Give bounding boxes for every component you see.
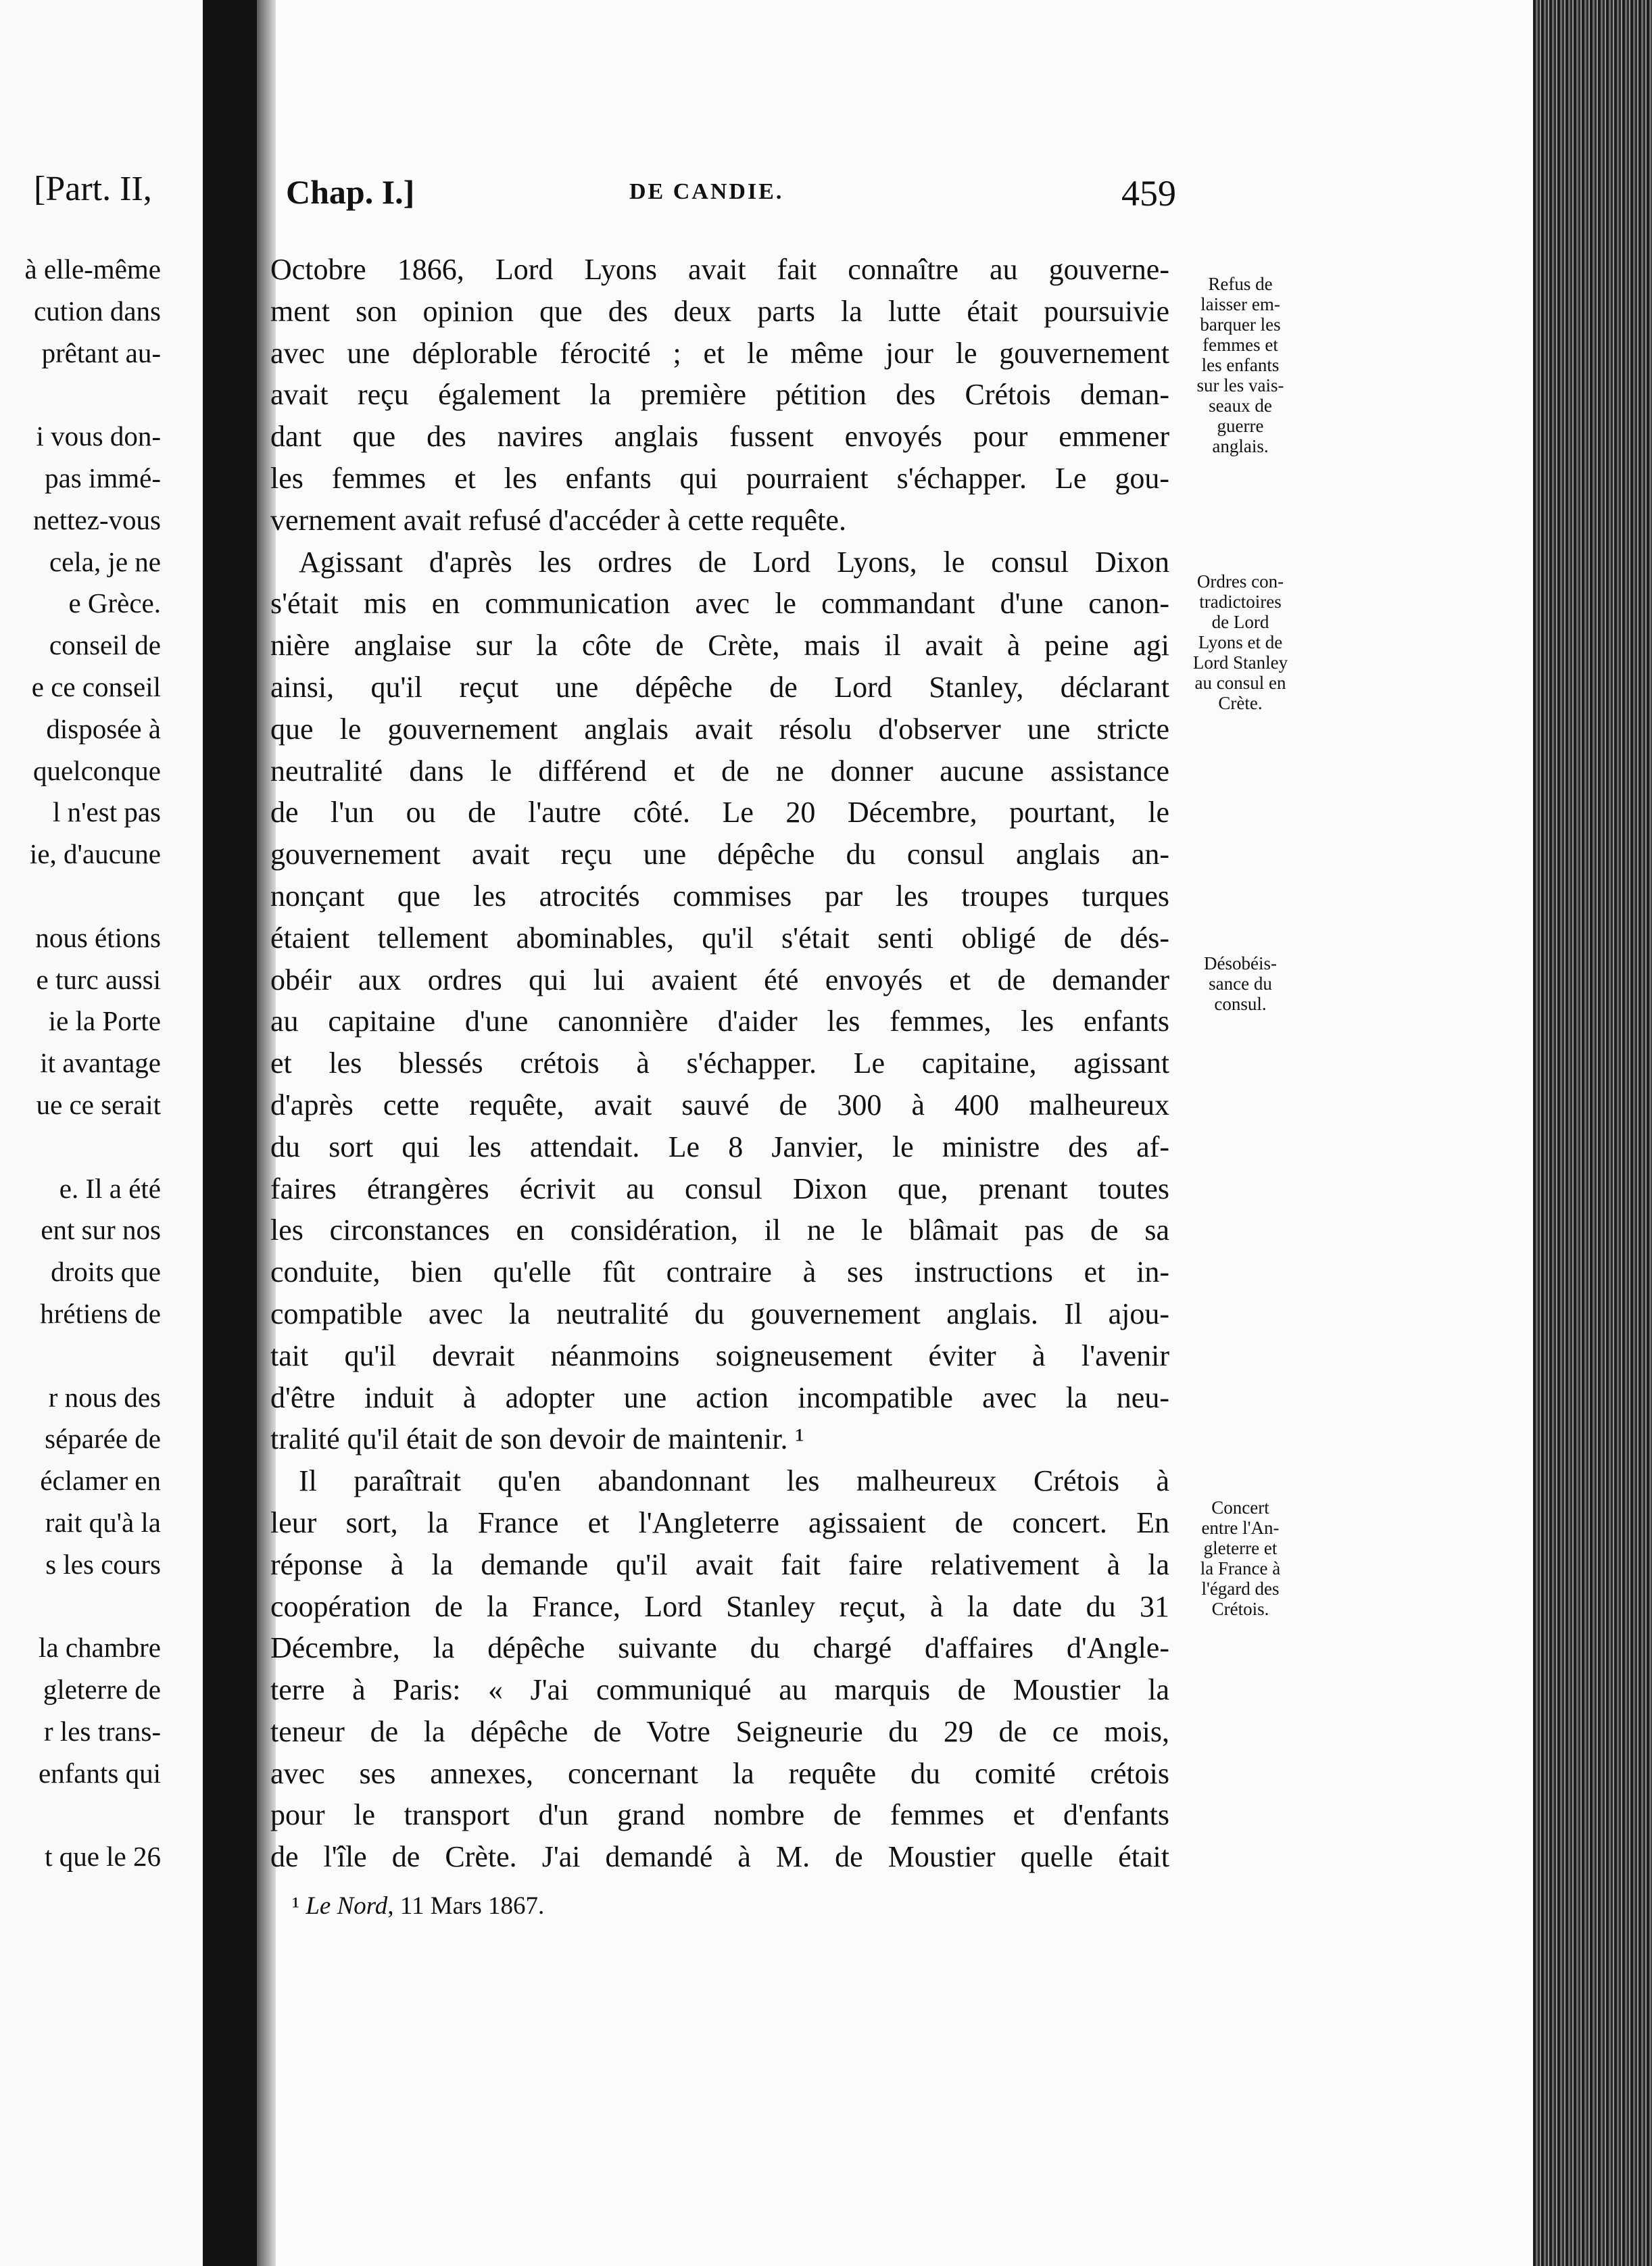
text-line: Octobre 1866, Lord Lyons avait fait connaître au gouverne- xyxy=(270,253,1169,286)
side-note-line: l'égard des xyxy=(1201,1578,1280,1599)
left-line xyxy=(25,875,161,917)
text-line: compatible avec la neutralité du gouvernement anglais. Il ajou- xyxy=(270,1297,1169,1330)
text-line: les femmes et les enfants qui pourraient s'échapper. Le gou- xyxy=(270,461,1169,495)
side-note-line: sur les vais- xyxy=(1196,375,1284,395)
footnote-date: , 11 Mars 1867. xyxy=(387,1892,545,1920)
side-note-line: barquer les xyxy=(1200,314,1281,335)
text-line: Décembre, la dépêche suivante du chargé d'affaires d'Angle- xyxy=(270,1631,1169,1665)
side-note-ordres xyxy=(1177,571,1303,713)
side-note-line: laisser em- xyxy=(1200,294,1280,314)
body-text xyxy=(270,249,1169,1878)
left-line: nettez-vous xyxy=(33,504,161,535)
text-line: leur sort, la France et l'Angleterre agissaient de concert. En xyxy=(270,1505,1169,1539)
left-line: cela, je ne xyxy=(49,546,161,577)
text-line: Agissant d'après les ordres de Lord Lyons, le consul Dixon xyxy=(299,545,1169,579)
left-line: conseil de xyxy=(49,629,161,661)
text-line: nonçant que les atrocités commises par les troupes turques xyxy=(270,879,1169,913)
text-line: ment son opinion que des deux parts la lutte était poursuivie xyxy=(270,294,1169,328)
side-note-line: de Lord xyxy=(1211,612,1269,632)
left-line: à elle-même xyxy=(24,254,161,285)
left-line xyxy=(25,1335,161,1377)
left-line: e Grèce. xyxy=(68,587,161,619)
text-line: obéir aux ordres qui lui avaient été envoyés et de demander xyxy=(270,963,1169,996)
text-line: avec une déplorable férocité ; et le même jour le gouvernement xyxy=(270,336,1169,370)
left-line: ie, d'aucune xyxy=(29,838,161,870)
side-note-line: guerre xyxy=(1217,416,1264,436)
left-line: disposée à xyxy=(46,713,161,744)
left-page-header: [Part. II, xyxy=(34,170,152,208)
text-line: gouvernement avait reçu une dépêche du consul anglais an- xyxy=(270,838,1169,871)
left-line: l n'est pas xyxy=(53,796,161,828)
side-note-line: Crète. xyxy=(1218,693,1263,713)
book-gutter xyxy=(203,0,257,2266)
text-line: nière anglaise sur la côte de Crète, mais il avait à peine agi xyxy=(270,629,1169,662)
left-line: la chambre xyxy=(39,1632,161,1664)
footnote-journal: Le Nord xyxy=(306,1892,388,1920)
text-line: du sort qui les attendait. Le 8 Janvier, le ministre des af- xyxy=(270,1130,1169,1163)
running-head xyxy=(286,172,1176,226)
side-note-concert xyxy=(1177,1497,1303,1619)
left-line: éclamer en xyxy=(40,1465,161,1497)
side-note-line: tradictoires xyxy=(1199,592,1282,612)
left-line: enfants qui xyxy=(38,1757,161,1789)
text-line: s'était mis en communication avec le commandant d'une canon- xyxy=(270,587,1169,621)
side-note-line: femmes et xyxy=(1202,335,1278,355)
side-note-refus xyxy=(1177,274,1303,456)
side-note-line: seaux de xyxy=(1209,395,1272,416)
text-line: que le gouvernement anglais avait résolu d'observer une stricte xyxy=(270,712,1169,746)
left-line: e. Il a été xyxy=(59,1172,161,1204)
left-line: gleterre de xyxy=(43,1674,161,1706)
running-title: DE CANDIE. xyxy=(629,179,784,204)
left-line: cution dans xyxy=(34,295,161,327)
left-line xyxy=(25,1126,161,1168)
left-line: i vous don- xyxy=(36,420,161,452)
text-line: de l'île de Crète. J'ai demandé à M. de Moustier quelle était xyxy=(270,1840,1169,1874)
text-line: dant que des navires anglais fussent envoyés pour emmener xyxy=(270,420,1169,454)
side-note-line: consul. xyxy=(1214,994,1267,1014)
side-note-line: Crétois. xyxy=(1211,1599,1269,1619)
left-line: r les trans- xyxy=(43,1715,161,1747)
side-note-line: Lord Stanley xyxy=(1192,652,1288,673)
left-line: prêtant au- xyxy=(41,337,161,368)
side-note-line: entre l'An- xyxy=(1201,1518,1280,1538)
text-line: avait reçu également la première pétition des Crétois deman- xyxy=(270,378,1169,412)
side-note-line: la France à xyxy=(1200,1558,1281,1578)
left-line: ue ce serait xyxy=(36,1088,161,1120)
side-note-line: Désobéis- xyxy=(1204,953,1277,973)
text-line: d'être induit à adopter une action incompatible avec la neu- xyxy=(270,1380,1169,1414)
text-line: tralité qu'il était de son devoir de maintenir. ¹ xyxy=(270,1422,804,1456)
left-line: séparée de xyxy=(45,1423,161,1455)
left-line: quelconque xyxy=(33,754,161,786)
left-line: droits que xyxy=(51,1256,161,1288)
left-line: hrétiens de xyxy=(40,1297,161,1329)
left-line: e ce conseil xyxy=(31,671,161,702)
text-line: faires étrangères écrivit au consul Dixon que, prenant toutes xyxy=(270,1172,1169,1205)
side-note-line: anglais. xyxy=(1212,436,1269,456)
left-line xyxy=(25,1586,161,1628)
text-line: d'après cette requête, avait sauvé de 300 à 400 malheureux xyxy=(270,1088,1169,1122)
left-line: ent sur nos xyxy=(41,1214,161,1246)
text-line: avec ses annexes, concernant la requête du comité crétois xyxy=(270,1756,1169,1790)
text-line: neutralité dans le différend et de ne donner aucune assistance xyxy=(270,754,1169,788)
side-note-line: Refus de xyxy=(1208,274,1273,294)
text-line: réponse à la demande qu'il avait fait faire relativement à la xyxy=(270,1547,1169,1581)
text-line: les circonstances en considération, il ne le blâmait pas de sa xyxy=(270,1213,1169,1247)
side-note-line: Concert xyxy=(1211,1497,1269,1518)
text-line: terre à Paris: « J'ai communiqué au marquis de Moustier la xyxy=(270,1673,1169,1707)
text-line: et les blessés crétois à s'échapper. Le capitaine, agissant xyxy=(270,1046,1169,1080)
page-edges xyxy=(1533,0,1652,2266)
side-note-line: Ordres con- xyxy=(1196,571,1284,592)
left-line: e turc aussi xyxy=(36,963,161,995)
text-line: étaient tellement abominables, qu'il s'était senti obligé de dés- xyxy=(270,921,1169,955)
side-note-line: sance du xyxy=(1209,973,1272,994)
left-line: r nous des xyxy=(48,1381,161,1413)
side-note-line: au consul en xyxy=(1194,673,1286,693)
left-line: pas immé- xyxy=(45,462,161,493)
text-line: pour le transport d'un grand nombre de femmes et d'enfants xyxy=(270,1798,1169,1832)
text-line: conduite, bien qu'elle fût contraire à ses instructions et in- xyxy=(270,1255,1169,1289)
text-line: teneur de la dépêche de Votre Seigneurie du 29 de ce mois, xyxy=(270,1714,1169,1748)
left-line: s les cours xyxy=(45,1548,161,1580)
text-line: ainsi, qu'il reçut une dépêche de Lord Stanley, déclarant xyxy=(270,670,1169,704)
left-line: it avantage xyxy=(40,1047,161,1079)
left-line: ie la Porte xyxy=(48,1005,161,1037)
text-line: coopération de la France, Lord Stanley reçut, à la date du 31 xyxy=(270,1589,1169,1623)
left-line: rait qu'à la xyxy=(45,1506,161,1538)
side-note-line: gleterre et xyxy=(1203,1538,1278,1558)
left-facing-page xyxy=(0,0,203,2266)
text-line: tait qu'il devrait néanmoins soigneusement éviter à l'avenir xyxy=(270,1339,1169,1372)
text-line: au capitaine d'une canonnière d'aider les femmes, les enfants xyxy=(270,1005,1169,1038)
left-page-text xyxy=(25,249,161,1878)
text-line: de l'un ou de l'autre côté. Le 20 Décembre, pourtant, le xyxy=(270,796,1169,829)
side-note-line: les enfants xyxy=(1201,355,1280,375)
side-note-desobeissance xyxy=(1177,953,1303,1014)
left-line xyxy=(25,374,161,416)
side-note-line: Lyons et de xyxy=(1198,632,1283,652)
left-line: t que le 26 xyxy=(45,1841,161,1873)
text-line: Il paraîtrait qu'en abandonnant les malheureux Crétois à xyxy=(299,1464,1169,1498)
footnote xyxy=(292,1891,544,1921)
page-number: 459 xyxy=(1121,173,1176,214)
left-line: nous étions xyxy=(35,921,161,953)
left-line xyxy=(25,1794,161,1836)
text-line: vernement avait refusé d'accéder à cette requête. xyxy=(270,503,846,537)
chapter-label: Chap. I.] xyxy=(286,173,415,211)
footnote-marker: ¹ xyxy=(292,1892,300,1920)
